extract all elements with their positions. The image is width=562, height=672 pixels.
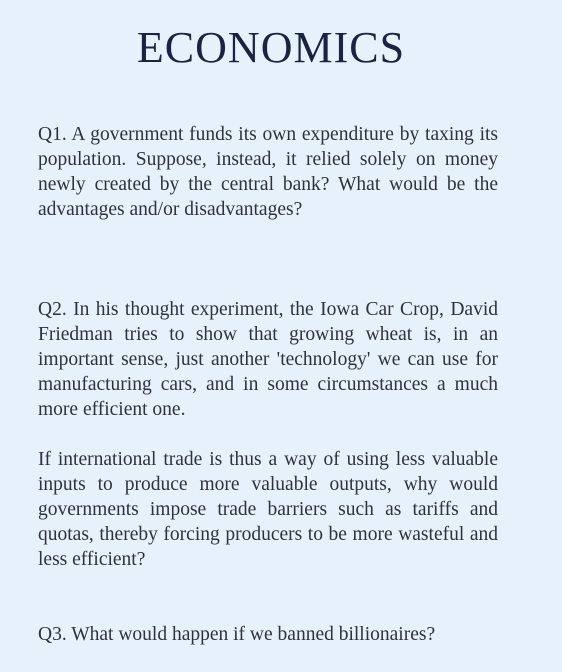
question-1: Q1. A government funds its own expenditure by taxing its population. Suppose, instead, it relied solely on money newly created by the central bank? What would be the advantages and/or disadvantages? xyxy=(38,124,498,220)
question-2-followup: If international trade is thus a way of using less valuable inputs to produce more valuable outputs, why would governments impose trade barriers such as tariffs and quotas, thereby forcing producers to be more wasteful and less efficient? xyxy=(38,449,498,570)
question-2: Q2. In his thought experiment, the Iowa Car Crop, David Friedman tries to show that growing wheat is, in an important sense, just another 'technology' we can use for manufacturing cars, and in some circumstances a much more efficient one. xyxy=(38,299,498,420)
page-title: ECONOMICS xyxy=(136,23,406,72)
question-3: Q3. What would happen if we banned billionaires? xyxy=(38,624,436,645)
